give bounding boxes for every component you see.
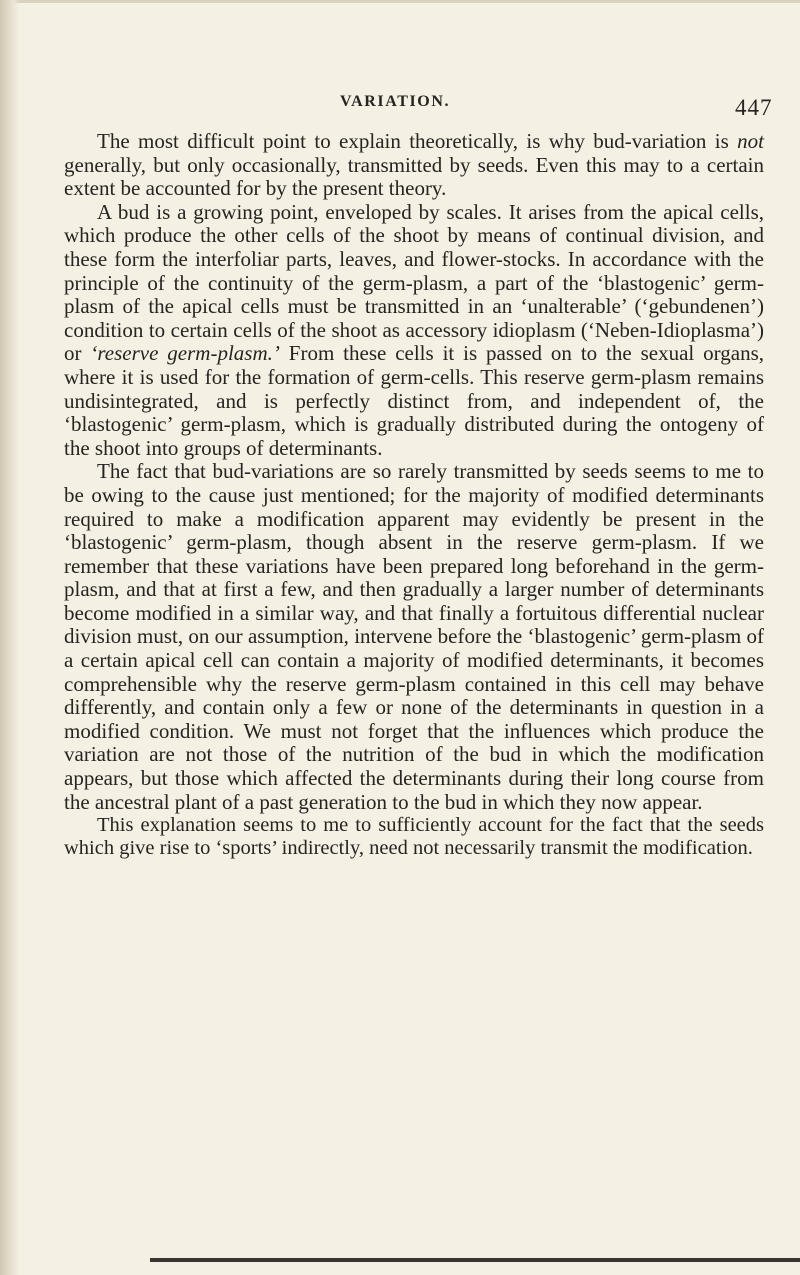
page-number: 447 — [735, 95, 773, 120]
running-title: VARIATION. — [340, 93, 451, 110]
paragraph-4 — [64, 814, 764, 859]
page-header — [340, 93, 780, 123]
paragraph-2-text: A bud is a growing point, enveloped by scales. It arises from the apical cells, which produce the other cells of the shoot by means of continual division, and these form the interfoliar parts, leaves, and flower-stocks. In accordance with the principle of the continuity of the germ-plasm, a part of the ‘blastogenic’ germ-plasm of the apical cells must be transmitted in an ‘unalterable’ (‘gebundenen’) condition to certain cells of the shoot as accessory idioplasm (‘Neben-Idioplasma’) or — [64, 199, 764, 366]
paragraph-1-text: The most difficult point to explain theoretically, is why bud-variation is — [97, 129, 738, 153]
paragraph-1-text-end: generally, but only occasionally, transmitted by seeds. Even this may to a certain extent be accounted for by the present theory. — [64, 152, 764, 201]
page-top-edge — [0, 0, 800, 3]
paragraph-2 — [64, 201, 764, 461]
page-bottom-edge — [150, 1258, 800, 1262]
paragraph-3-text: The fact that bud-variations are so rarely transmitted by seeds seems to me to be owing to the cause just mentioned; for the majority of modified determinants required to make a modification apparent may evidently be present in the ‘blastogenic’ germ-plasm, though absent in the reserve germ-plasm. If we remember that these variations have been prepared long beforehand in the germ-plasm, and that at first a few, and then gradually a larger number of determinants become modified in a similar way, and that finally a fortuitous differential nuclear division must, on our assumption, intervene before the ‘blastogenic’ germ-plasm of a certain apical cell can contain a majority of modified determinants, it becomes comprehensible why the reserve germ-plasm contained in this cell may behave differently, and contain only a few or none of the determinants in question in a modified condition. We must not forget that the influences which produce the variation are not those of the nutrition of the bud in which the modification appears, but those which affected the determinants during their long course from the ancestral plant of a past generation to the bud in which they now appear. — [64, 459, 764, 814]
paragraph-2-emphasis: ‘reserve germ-plasm.’ — [90, 341, 280, 366]
binding-shadow — [0, 0, 20, 1275]
paragraph-1 — [64, 130, 764, 201]
body-text — [64, 130, 764, 860]
paragraph-4-text: This explanation seems to me to sufficiently account for the fact that the seeds which give rise to ‘sports’ indirectly, need not necessarily transmit the modification. — [64, 814, 764, 859]
paragraph-2-text-end: From these cells it is passed on to the sexual organs, where it is used for the formation of germ-cells. This reserve germ-plasm remains undisintegrated, and is perfectly distinct from, and independent of, the ‘blastogenic’ germ-plasm, which is gradually distributed during the ontogeny of the shoot into groups of determinants. — [64, 341, 764, 460]
paragraph-1-emphasis: not — [737, 129, 764, 153]
paragraph-3 — [64, 460, 764, 814]
